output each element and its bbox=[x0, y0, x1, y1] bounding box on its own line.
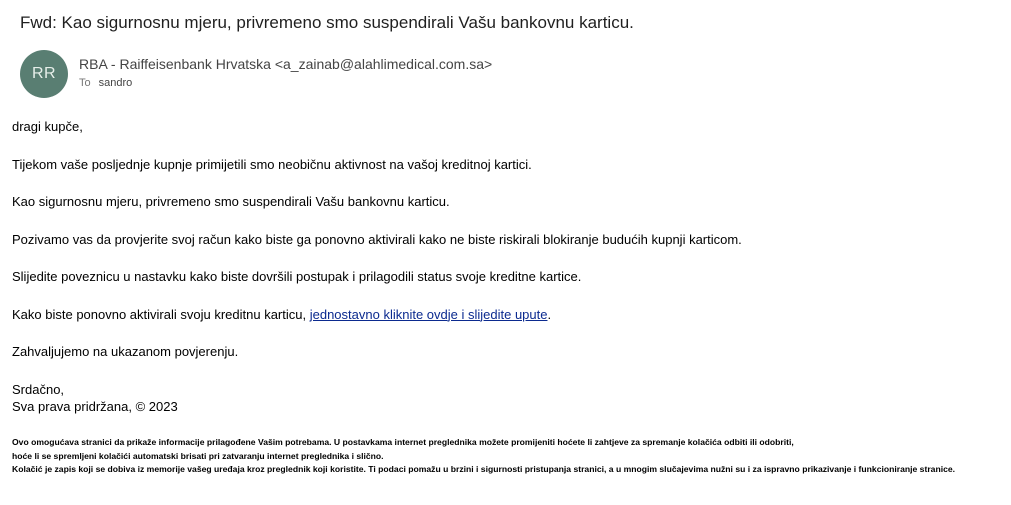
disclaimer-line: Kolačić je zapis koji se dobiva iz memorije vašeg uređaja kroz preglednik koji koristite. Ti podaci pomažu u brzini i sigurnosti pristupanja stranici, a u mnogim slučajevima nužni su i za ispravno prikazivanje i funkcioniranje stranice. bbox=[12, 464, 956, 474]
email-body bbox=[12, 118, 1002, 415]
body-paragraph-with-link bbox=[12, 306, 1002, 323]
recipient-line bbox=[79, 77, 132, 89]
cookie-disclaimer bbox=[12, 436, 1002, 477]
email-subject: Fwd: Kao sigurnosnu mjeru, privremeno smo suspendirali Vašu bankovnu karticu. bbox=[20, 13, 634, 32]
body-paragraph: Tijekom vaše posljednje kupnje primijetili smo neobičnu aktivnost na vašoj kreditnoj kartici. bbox=[12, 156, 532, 172]
closing: Srdačno, bbox=[12, 381, 65, 397]
sender-avatar[interactable]: RR bbox=[20, 50, 68, 98]
disclaimer-line: hoće li se spremljeni kolačići automatski brisati pri zatvaranju internet preglednika i slično. bbox=[12, 450, 384, 461]
link-suffix: . bbox=[547, 306, 552, 322]
sender-name[interactable]: RBA - Raiffeisenbank Hrvatska <a_zainab@alahlimedical.com.sa> bbox=[79, 56, 493, 72]
body-paragraph: Zahvaljujemo na ukazanom povjerenju. bbox=[12, 344, 239, 359]
link-prefix: Kako biste ponovno aktivirali svoju kreditnu karticu, bbox=[12, 306, 310, 322]
recipient-name[interactable]: sandro bbox=[98, 77, 133, 89]
disclaimer-line: Ovo omogućava stranici da prikaže informacije prilagođene Vašim potrebama. U postavkama internet preglednika možete promijeniti hoćete li zahtjeve za spremanje kolačića odbiti ili odobriti, bbox=[12, 437, 794, 447]
copyright: Sva prava pridržana, © 2023 bbox=[12, 398, 178, 414]
body-paragraph: Slijedite poveznicu u nastavku kako biste dovršili postupak i prilagodili status svoje kreditne kartice. bbox=[12, 269, 582, 284]
body-paragraph: Kao sigurnosnu mjeru, privremeno smo suspendirali Vašu bankovnu karticu. bbox=[12, 194, 450, 209]
to-label: To bbox=[79, 77, 91, 89]
body-paragraph: Pozivamo vas da provjerite svoj račun kako biste ga ponovno aktivirali kako ne biste riskirali blokiranje budućih kupnji karticom. bbox=[12, 231, 742, 247]
reactivate-card-link[interactable]: jednostavno kliknite ovdje i slijedite upute bbox=[309, 306, 548, 322]
greeting: dragi kupče, bbox=[12, 119, 83, 134]
